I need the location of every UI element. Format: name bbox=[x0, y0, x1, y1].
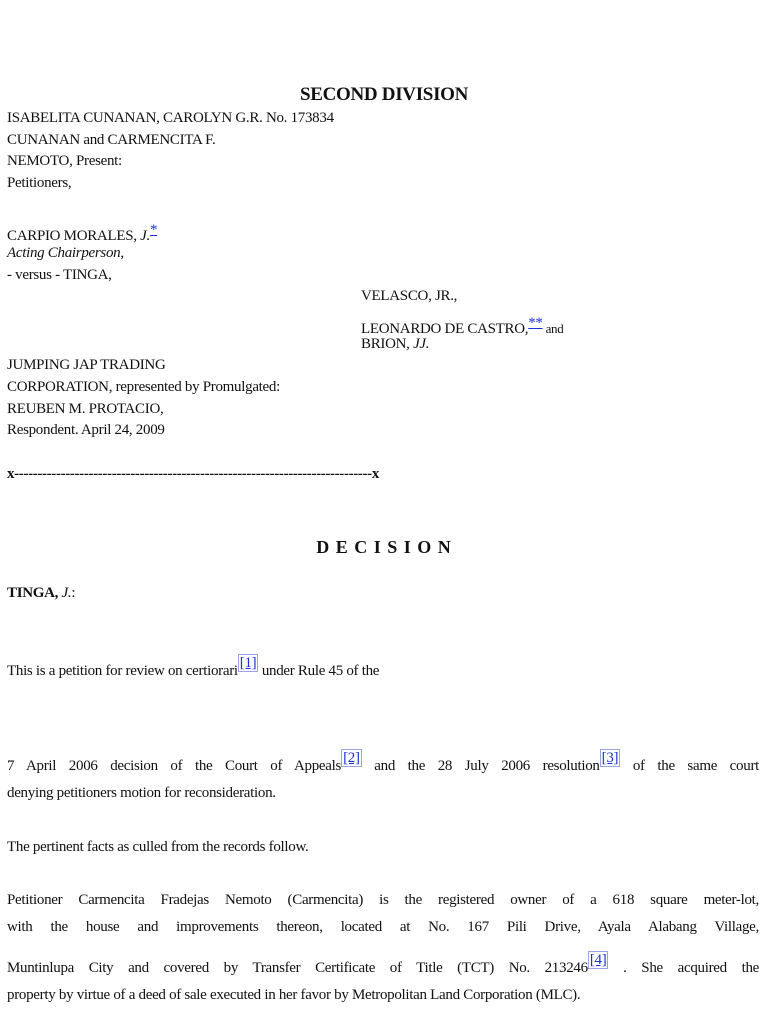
footnote-link[interactable]: * bbox=[149, 222, 158, 238]
text-run: of the same court bbox=[632, 758, 760, 774]
caption-line: Petitioners, bbox=[7, 175, 72, 191]
justice-title: JJ. bbox=[413, 336, 430, 352]
paragraph-4-line-3 bbox=[7, 952, 760, 977]
caption-line: CORPORATION, represented by Promulgated: bbox=[7, 379, 280, 395]
caption-line: REUBEN M. PROTACIO, bbox=[7, 401, 164, 417]
ponente-title: J. bbox=[61, 585, 72, 601]
conjunction: and bbox=[542, 321, 564, 336]
text-run: 7 April 2006 decision of the Court of Appeals bbox=[7, 758, 342, 774]
paragraph-1 bbox=[7, 655, 380, 680]
text-run: Muntinlupa City and covered by Transfer Certificate of Title (TCT) No. 213246 bbox=[7, 960, 588, 976]
acting-chairperson: Acting Chairperson, bbox=[7, 245, 124, 261]
ponente bbox=[7, 584, 75, 602]
caption-line: JUMPING JAP TRADING bbox=[7, 357, 166, 373]
text-run: . She acquired the bbox=[623, 960, 760, 976]
justice-name: CARPIO MORALES, bbox=[7, 228, 141, 244]
footnote-link[interactable]: [4] bbox=[589, 952, 607, 968]
footnote-link[interactable]: ** bbox=[528, 315, 543, 331]
footnote-link[interactable]: [2] bbox=[343, 750, 360, 766]
footnote-link[interactable]: [1] bbox=[239, 655, 257, 671]
paragraph-4-line-1: Petitioner Carmencita Fradejas Nemoto (Carmencita) is the registered owner of a 618 square meter-lot, bbox=[7, 892, 759, 908]
text-run: under Rule 45 of the bbox=[258, 663, 380, 679]
justice-name: LEONARDO DE CASTRO, bbox=[361, 321, 529, 337]
caption-line bbox=[7, 244, 124, 262]
paragraph-3: The pertinent facts as culled from the records follow. bbox=[7, 839, 309, 855]
divider: x-----------------------------------------------------------------------------x bbox=[7, 466, 379, 482]
paragraph-4-line-4: property by virtue of a deed of sale executed in her favor by Metropolitan Land Corporation (MLC). bbox=[7, 987, 581, 1003]
text-run: This is a petition for review on certiorari bbox=[7, 663, 238, 679]
ponente-name: TINGA, bbox=[7, 585, 62, 601]
paragraph-4-line-2: with the house and improvements thereon, located at No. 167 Pili Drive, Ayala Alabang Village, bbox=[7, 919, 759, 935]
justice-title: J. bbox=[140, 228, 150, 244]
caption-line: - versus - TINGA, bbox=[7, 267, 112, 283]
caption-line: CUNANAN and CARMENCITA F. bbox=[7, 132, 216, 148]
division-heading: SECOND DIVISION bbox=[299, 84, 469, 105]
footnote-link[interactable]: [3] bbox=[601, 750, 619, 766]
paragraph-2-line-1 bbox=[7, 750, 760, 775]
caption-justice-brion bbox=[361, 335, 429, 353]
caption-line: VELASCO, JR., bbox=[361, 288, 458, 304]
ponente-colon: : bbox=[71, 585, 76, 601]
caption-line: ISABELITA CUNANAN, CAROLYN G.R. No. 173834 bbox=[7, 110, 334, 126]
caption-line: NEMOTO, Present: bbox=[7, 153, 122, 169]
justice-name: BRION, bbox=[361, 336, 414, 352]
decision-title: D E C I S I O N bbox=[316, 537, 452, 557]
text-run: and the 28 July 2006 resolution bbox=[374, 758, 600, 774]
caption-justice-carpio bbox=[7, 221, 157, 245]
paragraph-2-line-2: denying petitioners motion for reconsideration. bbox=[7, 785, 276, 801]
caption-line: Respondent. April 24, 2009 bbox=[7, 422, 165, 438]
